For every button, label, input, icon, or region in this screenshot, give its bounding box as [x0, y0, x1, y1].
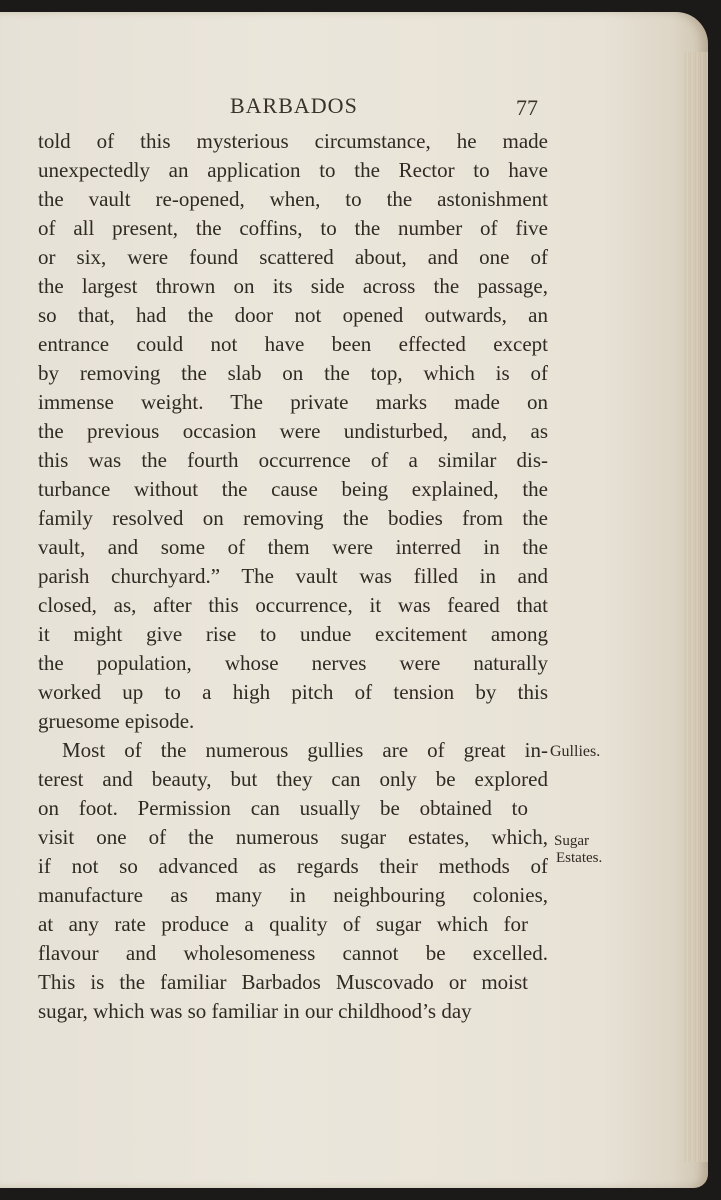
text-line: This is the familiar Barbados Muscovado or moist	[38, 970, 528, 994]
text-line: it might give rise to undue excitement among	[38, 622, 548, 646]
text-line: the vault re-opened, when, to the astonishment	[38, 187, 548, 211]
text-line: the population, whose nerves were naturally	[38, 651, 548, 675]
text-line: vault, and some of them were interred in the	[38, 535, 548, 559]
page-edge	[684, 52, 708, 1162]
text-line: flavour and wholesomeness cannot be excelled.	[38, 941, 548, 965]
body-text	[38, 127, 548, 1026]
text-line: parish churchyard.” The vault was filled in and	[38, 564, 548, 588]
text-line: closed, as, after this occurrence, it was feared that	[38, 593, 548, 617]
running-title: BARBADOS	[230, 93, 358, 118]
text-line: unexpectedly an application to the Rector to have	[38, 158, 548, 182]
margin-note-gullies: Gullies.	[550, 743, 601, 760]
text-line: immense weight. The private marks made on	[38, 390, 548, 414]
text-line: terest and beauty, but they can only be explored	[38, 767, 548, 791]
text-line: the previous occasion were undisturbed, and, as	[38, 419, 548, 443]
text-line: manufacture as many in neighbouring colonies,	[38, 883, 548, 907]
text-line: visit one of the numerous sugar estates, which,	[38, 825, 548, 849]
text-line: sugar, which was so familiar in our childhood’s day	[38, 999, 472, 1023]
text-line: or six, were found scattered about, and one of	[38, 245, 548, 269]
text-line: turbance without the cause being explained, the	[38, 477, 548, 501]
text-line: gruesome episode.	[38, 709, 195, 733]
text-line: Most of the numerous gullies are of great in-	[62, 738, 548, 762]
text-line: by removing the slab on the top, which is of	[38, 361, 548, 385]
text-line: told of this mysterious circumstance, he made	[38, 129, 548, 153]
page-number: 77	[516, 95, 538, 120]
text-line: on foot. Permission can usually be obtained to	[38, 796, 528, 820]
margin-note-sugar-estates	[554, 833, 602, 867]
text-line: the largest thrown on its side across the passage,	[38, 274, 548, 298]
text-line: so that, had the door not opened outwards, an	[38, 303, 548, 327]
margin-note-sugar-line2: Estates.	[556, 850, 603, 866]
text-line: worked up to a high pitch of tension by this	[38, 680, 548, 704]
margin-note-sugar-line1: Sugar	[554, 833, 589, 849]
text-line: of all present, the coffins, to the number of five	[38, 216, 548, 240]
text-line: entrance could not have been effected except	[38, 332, 548, 356]
text-line: family resolved on removing the bodies from the	[38, 506, 548, 530]
text-line: this was the fourth occurrence of a similar dis-	[38, 448, 548, 472]
text-line: at any rate produce a quality of sugar which for	[38, 912, 528, 936]
text-line: if not so advanced as regards their methods of	[38, 854, 548, 878]
